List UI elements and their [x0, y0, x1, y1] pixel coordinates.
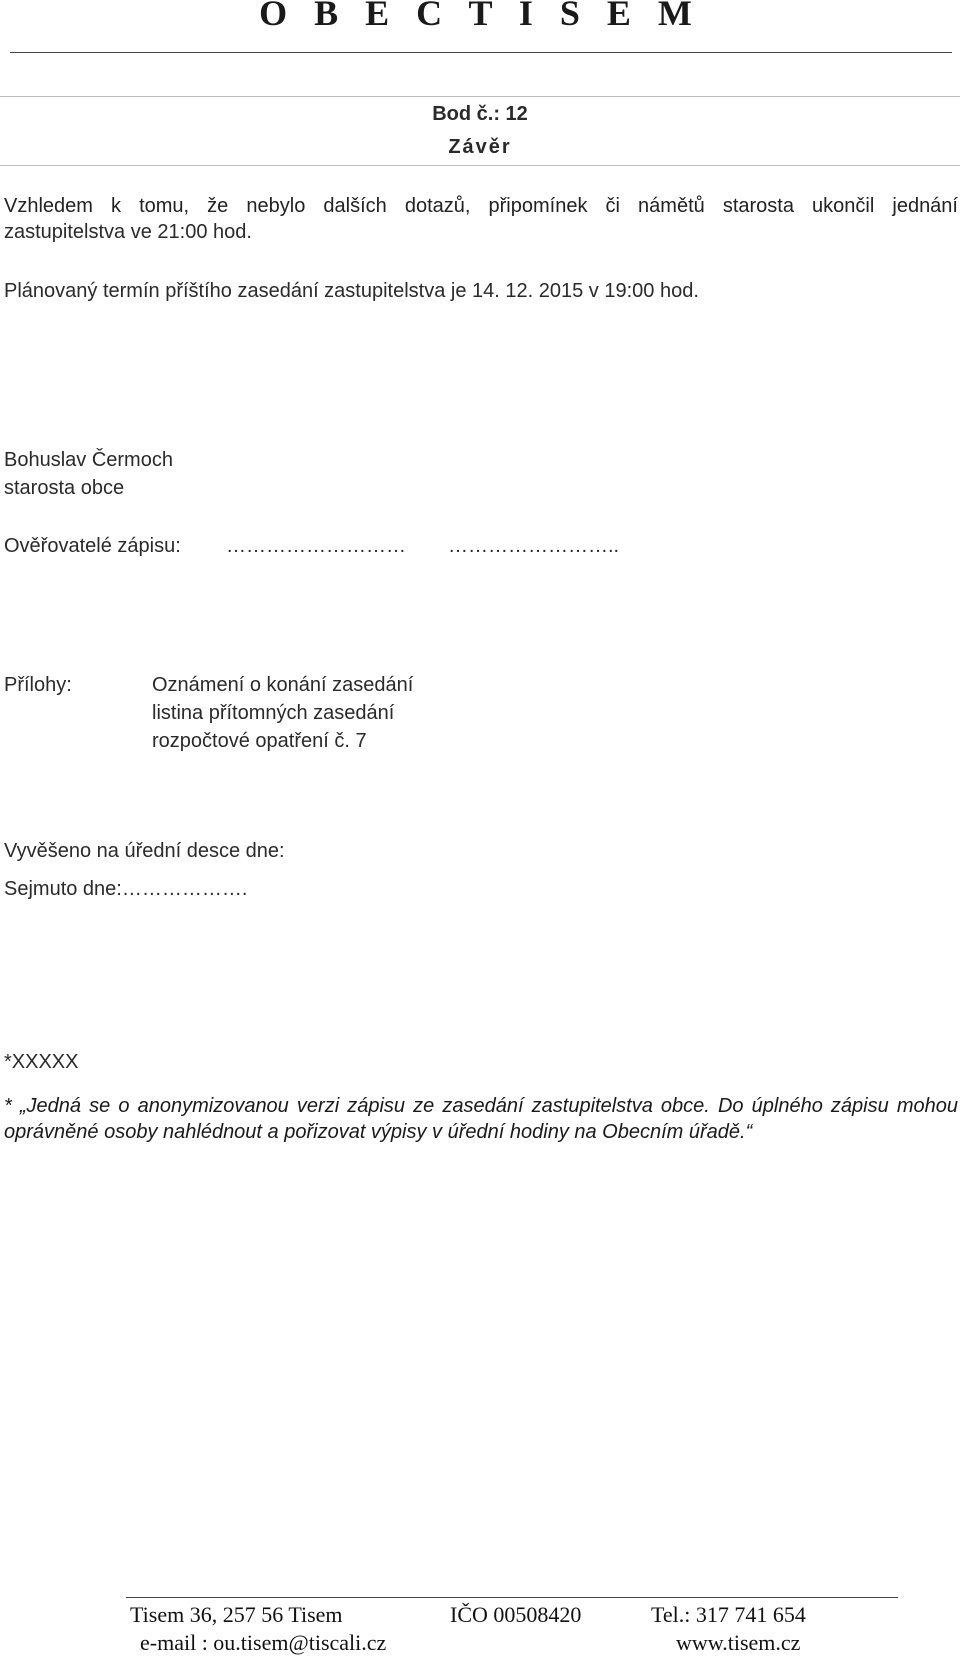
attachments-label: Přílohy:	[4, 674, 72, 696]
anonymization-note-line1: * „Jedná se o anonymizovanou verzi zápisu ze zasedání zastupitelstva obce. Do úplného zápisu mohou	[4, 1095, 958, 1117]
footer-email: e-mail : ou.tisem@tiscali.cz	[140, 1630, 387, 1655]
footer-phone: Tel.: 317 741 654	[651, 1602, 806, 1627]
attachment-item: rozpočtové opatření č. 7	[152, 730, 367, 752]
attachment-item: Oznámení o konání zasedání	[152, 674, 414, 696]
header-rule	[10, 52, 952, 53]
anonymization-note-line2: oprávněné osoby nahlédnout a pořizovat výpisy v úřední hodiny na Obecním úřadě.“	[4, 1121, 753, 1143]
attachment-item: listina přítomných zasedání	[152, 702, 395, 724]
verifier-2-signature-line: ……………………..	[448, 535, 620, 557]
next-meeting-paragraph: Plánovaný termín příštího zasedání zastupitelstva je 14. 12. 2015 v 19:00 hod.	[4, 280, 699, 302]
mayor-name: Bohuslav Čermoch	[4, 449, 173, 471]
footer-ico: IČO 00508420	[450, 1602, 582, 1627]
municipality-title: O B E C T I S E M	[259, 0, 701, 33]
footer-address: Tisem 36, 257 56 Tisem	[130, 1602, 343, 1627]
section-number: Bod č.: 12	[432, 103, 528, 125]
closing-paragraph-line1: Vzhledem k tomu, že nebylo dalších dotazů, připomínek či námětů starosta ukončil jednání	[4, 195, 958, 217]
verifier-1-signature-line: ………………………	[226, 535, 406, 557]
section-heading: Závěr	[448, 136, 512, 158]
footer-rule	[126, 1597, 898, 1598]
section-bottom-rule	[0, 165, 960, 166]
mayor-role: starosta obce	[4, 477, 125, 499]
closing-paragraph-line2: zastupitelstva ve 21:00 hod.	[4, 221, 252, 243]
verifiers-label: Ověřovatelé zápisu:	[4, 535, 181, 557]
posted-date-label: Vyvěšeno na úřední desce dne:	[4, 840, 285, 862]
section-top-rule	[0, 96, 960, 97]
removed-date-label: Sejmuto dne:……………….	[4, 878, 248, 900]
footer-website: www.tisem.cz	[676, 1630, 801, 1655]
anonymization-mark: *XXXXX	[4, 1051, 79, 1073]
